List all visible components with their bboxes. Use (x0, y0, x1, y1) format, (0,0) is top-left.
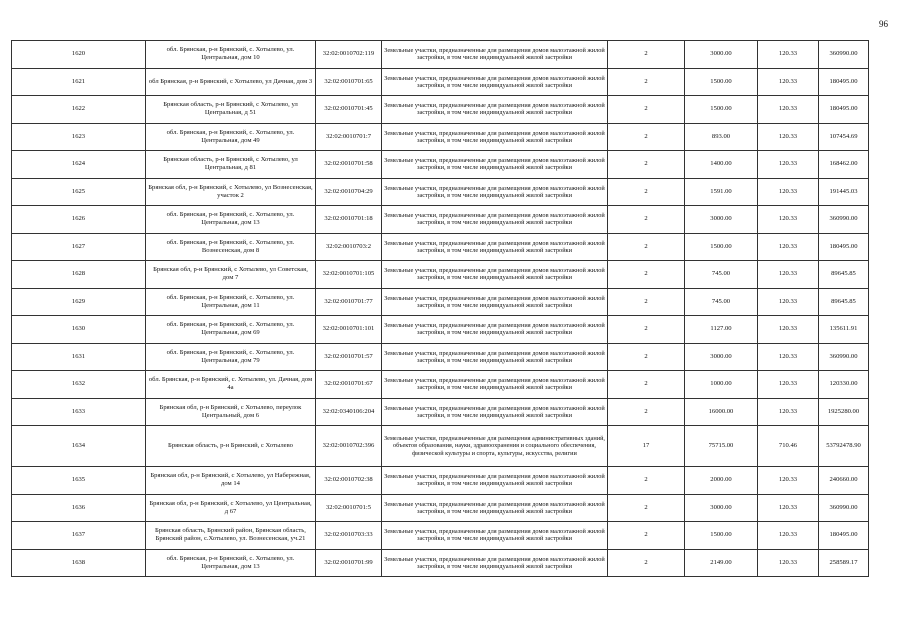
area-cell: 1500.00 (685, 96, 758, 124)
cadastral-value-cell: 89645.85 (819, 261, 869, 289)
area-cell: 3000.00 (685, 343, 758, 371)
group-cell: 2 (608, 467, 685, 495)
group-cell: 2 (608, 371, 685, 399)
group-cell: 2 (608, 68, 685, 96)
row-number: 1626 (12, 206, 146, 234)
cadastral-value-cell: 360990.00 (819, 343, 869, 371)
cadastral-number-cell: 32:02:0010701:58 (316, 151, 382, 179)
table-row (12, 206, 869, 234)
specific-value-cell: 120.33 (758, 549, 819, 577)
group-cell: 2 (608, 494, 685, 522)
land-use-category-cell: Земельные участки, предназначенные для размещения домов малоэтажной жилой застройки, в том числе индивидуальной жилой застройки (382, 288, 608, 316)
land-use-category-cell: Земельные участки, предназначенные для размещения домов малоэтажной жилой застройки, в том числе индивидуальной жилой застройки (382, 549, 608, 577)
cadastral-number-cell: 32:02:0010701:77 (316, 288, 382, 316)
cadastral-value-cell: 135611.91 (819, 316, 869, 344)
area-cell: 3000.00 (685, 494, 758, 522)
area-cell: 3000.00 (685, 206, 758, 234)
address-cell: Брянская область, р-н Брянский, с Хотылево (146, 426, 316, 467)
group-cell: 2 (608, 288, 685, 316)
cadastral-value-cell: 360990.00 (819, 41, 869, 69)
table-row (12, 96, 869, 124)
address-cell: Брянская обл, р-н Брянский, с Хотылево, переулок Центральный, дом 6 (146, 398, 316, 426)
table-row (12, 233, 869, 261)
area-cell: 3000.00 (685, 41, 758, 69)
specific-value-cell: 120.33 (758, 151, 819, 179)
area-cell: 1400.00 (685, 151, 758, 179)
row-number: 1632 (12, 371, 146, 399)
group-cell: 2 (608, 123, 685, 151)
address-cell: обл. Брянская, р-н Брянский, с. Хотылево, ул. Центральная, дом 69 (146, 316, 316, 344)
row-number: 1636 (12, 494, 146, 522)
group-cell: 2 (608, 96, 685, 124)
specific-value-cell: 120.33 (758, 96, 819, 124)
cadastral-number-cell: 32:02:0010703:2 (316, 233, 382, 261)
land-use-category-cell: Земельные участки, предназначенные для размещения домов малоэтажной жилой застройки, в том числе индивидуальной жилой застройки (382, 261, 608, 289)
address-cell: обл. Брянская, р-н Брянский, с. Хотылево, ул. Центральная, дом 13 (146, 549, 316, 577)
row-number: 1620 (12, 41, 146, 69)
row-number: 1629 (12, 288, 146, 316)
land-use-category-cell: Земельные участки, предназначенные для размещения домов малоэтажной жилой застройки, в том числе индивидуальной жилой застройки (382, 151, 608, 179)
area-cell: 2000.00 (685, 467, 758, 495)
row-number: 1637 (12, 522, 146, 550)
land-use-category-cell: Земельные участки, предназначенные для размещения домов малоэтажной жилой застройки, в том числе индивидуальной жилой застройки (382, 123, 608, 151)
cadastral-number-cell: 32:02:0010702:119 (316, 41, 382, 69)
land-use-category-cell: Земельные участки, предназначенные для размещения домов малоэтажной жилой застройки, в том числе индивидуальной жилой застройки (382, 398, 608, 426)
cadastral-value-cell: 180495.00 (819, 68, 869, 96)
group-cell: 2 (608, 41, 685, 69)
row-number: 1627 (12, 233, 146, 261)
cadastral-number-cell: 32:02:0010701:5 (316, 494, 382, 522)
group-cell: 2 (608, 233, 685, 261)
specific-value-cell: 120.33 (758, 233, 819, 261)
cadastral-number-cell: 32:02:0010701:45 (316, 96, 382, 124)
cadastral-value-cell: 258589.17 (819, 549, 869, 577)
specific-value-cell: 120.33 (758, 494, 819, 522)
group-cell: 2 (608, 343, 685, 371)
area-cell: 16000.00 (685, 398, 758, 426)
specific-value-cell: 120.33 (758, 467, 819, 495)
cadastral-number-cell: 32:02:0010701:67 (316, 371, 382, 399)
land-use-category-cell: Земельные участки, предназначенные для размещения домов малоэтажной жилой застройки, в том числе индивидуальной жилой застройки (382, 68, 608, 96)
specific-value-cell: 120.33 (758, 398, 819, 426)
table-row (12, 494, 869, 522)
land-use-category-cell: Земельные участки, предназначенные для размещения домов малоэтажной жилой застройки, в том числе индивидуальной жилой застройки (382, 522, 608, 550)
group-cell: 2 (608, 398, 685, 426)
table-row (12, 522, 869, 550)
group-cell: 2 (608, 178, 685, 206)
group-cell: 17 (608, 426, 685, 467)
row-number: 1628 (12, 261, 146, 289)
table-row (12, 343, 869, 371)
cadastral-value-cell: 360990.00 (819, 206, 869, 234)
table-row (12, 398, 869, 426)
row-number: 1634 (12, 426, 146, 467)
address-cell: обл Брянская, р-н Брянский, с Хотылево, ул Дачная, дом 3 (146, 68, 316, 96)
specific-value-cell: 120.33 (758, 41, 819, 69)
cadastral-value-cell: 180495.00 (819, 96, 869, 124)
cadastral-value-cell: 107454.69 (819, 123, 869, 151)
land-use-category-cell: Земельные участки, предназначенные для размещения административных зданий, объектов образования, науки, здравоохранения и социального обеспечения, физической культуры и спорта, культуры, искусства, религии (382, 426, 608, 467)
specific-value-cell: 120.33 (758, 68, 819, 96)
row-number: 1623 (12, 123, 146, 151)
area-cell: 2149.00 (685, 549, 758, 577)
area-cell: 745.00 (685, 288, 758, 316)
land-use-category-cell: Земельные участки, предназначенные для размещения домов малоэтажной жилой застройки, в том числе индивидуальной жилой застройки (382, 206, 608, 234)
row-number: 1635 (12, 467, 146, 495)
cadastral-number-cell: 32:02:0010701:99 (316, 549, 382, 577)
page-number: 96 (879, 19, 888, 29)
table-row (12, 151, 869, 179)
specific-value-cell: 120.33 (758, 343, 819, 371)
land-use-category-cell: Земельные участки, предназначенные для размещения домов малоэтажной жилой застройки, в том числе индивидуальной жилой застройки (382, 494, 608, 522)
area-cell: 1500.00 (685, 68, 758, 96)
address-cell: Брянская обл, р-н Брянский, с Хотылево, ул Вознесенская, участок 2 (146, 178, 316, 206)
table-row (12, 467, 869, 495)
cadastral-number-cell: 32:02:0010701:18 (316, 206, 382, 234)
area-cell: 893.00 (685, 123, 758, 151)
table-row (12, 261, 869, 289)
cadastral-number-cell: 32:02:0010702:396 (316, 426, 382, 467)
specific-value-cell: 120.33 (758, 178, 819, 206)
specific-value-cell: 710.46 (758, 426, 819, 467)
area-cell: 745.00 (685, 261, 758, 289)
land-use-category-cell: Земельные участки, предназначенные для размещения домов малоэтажной жилой застройки, в том числе индивидуальной жилой застройки (382, 178, 608, 206)
table-row (12, 68, 869, 96)
specific-value-cell: 120.33 (758, 206, 819, 234)
cadastral-number-cell: 32:02:0010703:33 (316, 522, 382, 550)
row-number: 1621 (12, 68, 146, 96)
cadastral-value-cell: 89645.85 (819, 288, 869, 316)
specific-value-cell: 120.33 (758, 316, 819, 344)
land-use-category-cell: Земельные участки, предназначенные для размещения домов малоэтажной жилой застройки, в том числе индивидуальной жилой застройки (382, 96, 608, 124)
table-body (12, 41, 869, 577)
address-cell: Брянская область, р-н Брянский, с Хотылево, ул Центральная, д 51 (146, 96, 316, 124)
address-cell: обл. Брянская, р-н Брянский, с. Хотылево, ул. Центральная, дом 13 (146, 206, 316, 234)
group-cell: 2 (608, 151, 685, 179)
cadastral-value-cell: 191445.03 (819, 178, 869, 206)
table-row (12, 549, 869, 577)
table-row (12, 123, 869, 151)
group-cell: 2 (608, 522, 685, 550)
land-use-category-cell: Земельные участки, предназначенные для размещения домов малоэтажной жилой застройки, в том числе индивидуальной жилой застройки (382, 371, 608, 399)
cadastral-value-cell: 53792478.90 (819, 426, 869, 467)
cadastral-number-cell: 32:02:0010701:65 (316, 68, 382, 96)
address-cell: Брянская область, Брянский район, Брянская область, Брянский район, с.Хотылево, ул. Вознесенская, уч.21 (146, 522, 316, 550)
land-use-category-cell: Земельные участки, предназначенные для размещения домов малоэтажной жилой застройки, в том числе индивидуальной жилой застройки (382, 233, 608, 261)
row-number: 1630 (12, 316, 146, 344)
address-cell: обл. Брянская, р-н Брянский, с. Хотылево, ул. Центральная, дом 49 (146, 123, 316, 151)
table-row (12, 41, 869, 69)
area-cell: 1500.00 (685, 233, 758, 261)
table-row (12, 316, 869, 344)
row-number: 1625 (12, 178, 146, 206)
cadastral-value-cell: 240660.00 (819, 467, 869, 495)
cadastral-number-cell: 32:02:0010701:7 (316, 123, 382, 151)
address-cell: обл. Брянская, р-н Брянский, с. Хотылево, ул. Центральная, дом 11 (146, 288, 316, 316)
area-cell: 1127.00 (685, 316, 758, 344)
group-cell: 2 (608, 261, 685, 289)
address-cell: Брянская область, р-н Брянский, с Хотылево, ул Центральная, д 81 (146, 151, 316, 179)
cadastral-number-cell: 32:02:0010704:29 (316, 178, 382, 206)
land-use-category-cell: Земельные участки, предназначенные для размещения домов малоэтажной жилой застройки, в том числе индивидуальной жилой застройки (382, 467, 608, 495)
cadastral-value-cell: 120330.00 (819, 371, 869, 399)
group-cell: 2 (608, 316, 685, 344)
cadastral-value-cell: 360990.00 (819, 494, 869, 522)
land-use-category-cell: Земельные участки, предназначенные для размещения домов малоэтажной жилой застройки, в том числе индивидуальной жилой застройки (382, 41, 608, 69)
address-cell: обл. Брянская, р-н Брянский, с. Хотылево, ул. Дачная, дом 4а (146, 371, 316, 399)
table-row (12, 178, 869, 206)
specific-value-cell: 120.33 (758, 123, 819, 151)
land-use-category-cell: Земельные участки, предназначенные для размещения домов малоэтажной жилой застройки, в том числе индивидуальной жилой застройки (382, 343, 608, 371)
cadastral-number-cell: 32:02:0340106:204 (316, 398, 382, 426)
address-cell: Брянская обл, р-н Брянский, с Хотылево, ул Набережная, дом 14 (146, 467, 316, 495)
land-use-category-cell: Земельные участки, предназначенные для размещения домов малоэтажной жилой застройки, в том числе индивидуальной жилой застройки (382, 316, 608, 344)
cadastral-value-cell: 180495.00 (819, 233, 869, 261)
land-registry-table (11, 40, 869, 577)
address-cell: Брянская обл, р-н Брянский, с Хотылево, ул Центральная, д 67 (146, 494, 316, 522)
row-number: 1633 (12, 398, 146, 426)
cadastral-number-cell: 32:02:0010702:38 (316, 467, 382, 495)
specific-value-cell: 120.33 (758, 288, 819, 316)
address-cell: обл. Брянская, р-н Брянский, с. Хотылево, ул. Центральная, дом 79 (146, 343, 316, 371)
specific-value-cell: 120.33 (758, 522, 819, 550)
address-cell: обл. Брянская, р-н Брянский, с. Хотылево, ул. Вознесенская, дом 8 (146, 233, 316, 261)
specific-value-cell: 120.33 (758, 371, 819, 399)
group-cell: 2 (608, 206, 685, 234)
cadastral-number-cell: 32:02:0010701:57 (316, 343, 382, 371)
area-cell: 1000.00 (685, 371, 758, 399)
table-row (12, 426, 869, 467)
area-cell: 1591.00 (685, 178, 758, 206)
area-cell: 1500.00 (685, 522, 758, 550)
address-cell: Брянская обл, р-н Брянский, с Хотылево, ул Советская, дом 7 (146, 261, 316, 289)
cadastral-number-cell: 32:02:0010701:101 (316, 316, 382, 344)
cadastral-value-cell: 180495.00 (819, 522, 869, 550)
table-row (12, 371, 869, 399)
row-number: 1638 (12, 549, 146, 577)
row-number: 1631 (12, 343, 146, 371)
cadastral-value-cell: 1925280.00 (819, 398, 869, 426)
cadastral-number-cell: 32:02:0010701:105 (316, 261, 382, 289)
cadastral-value-cell: 168462.00 (819, 151, 869, 179)
group-cell: 2 (608, 549, 685, 577)
address-cell: обл. Брянская, р-н Брянский, с. Хотылево, ул. Центральная, дом 10 (146, 41, 316, 69)
row-number: 1624 (12, 151, 146, 179)
table-row (12, 288, 869, 316)
row-number: 1622 (12, 96, 146, 124)
area-cell: 75715.00 (685, 426, 758, 467)
specific-value-cell: 120.33 (758, 261, 819, 289)
